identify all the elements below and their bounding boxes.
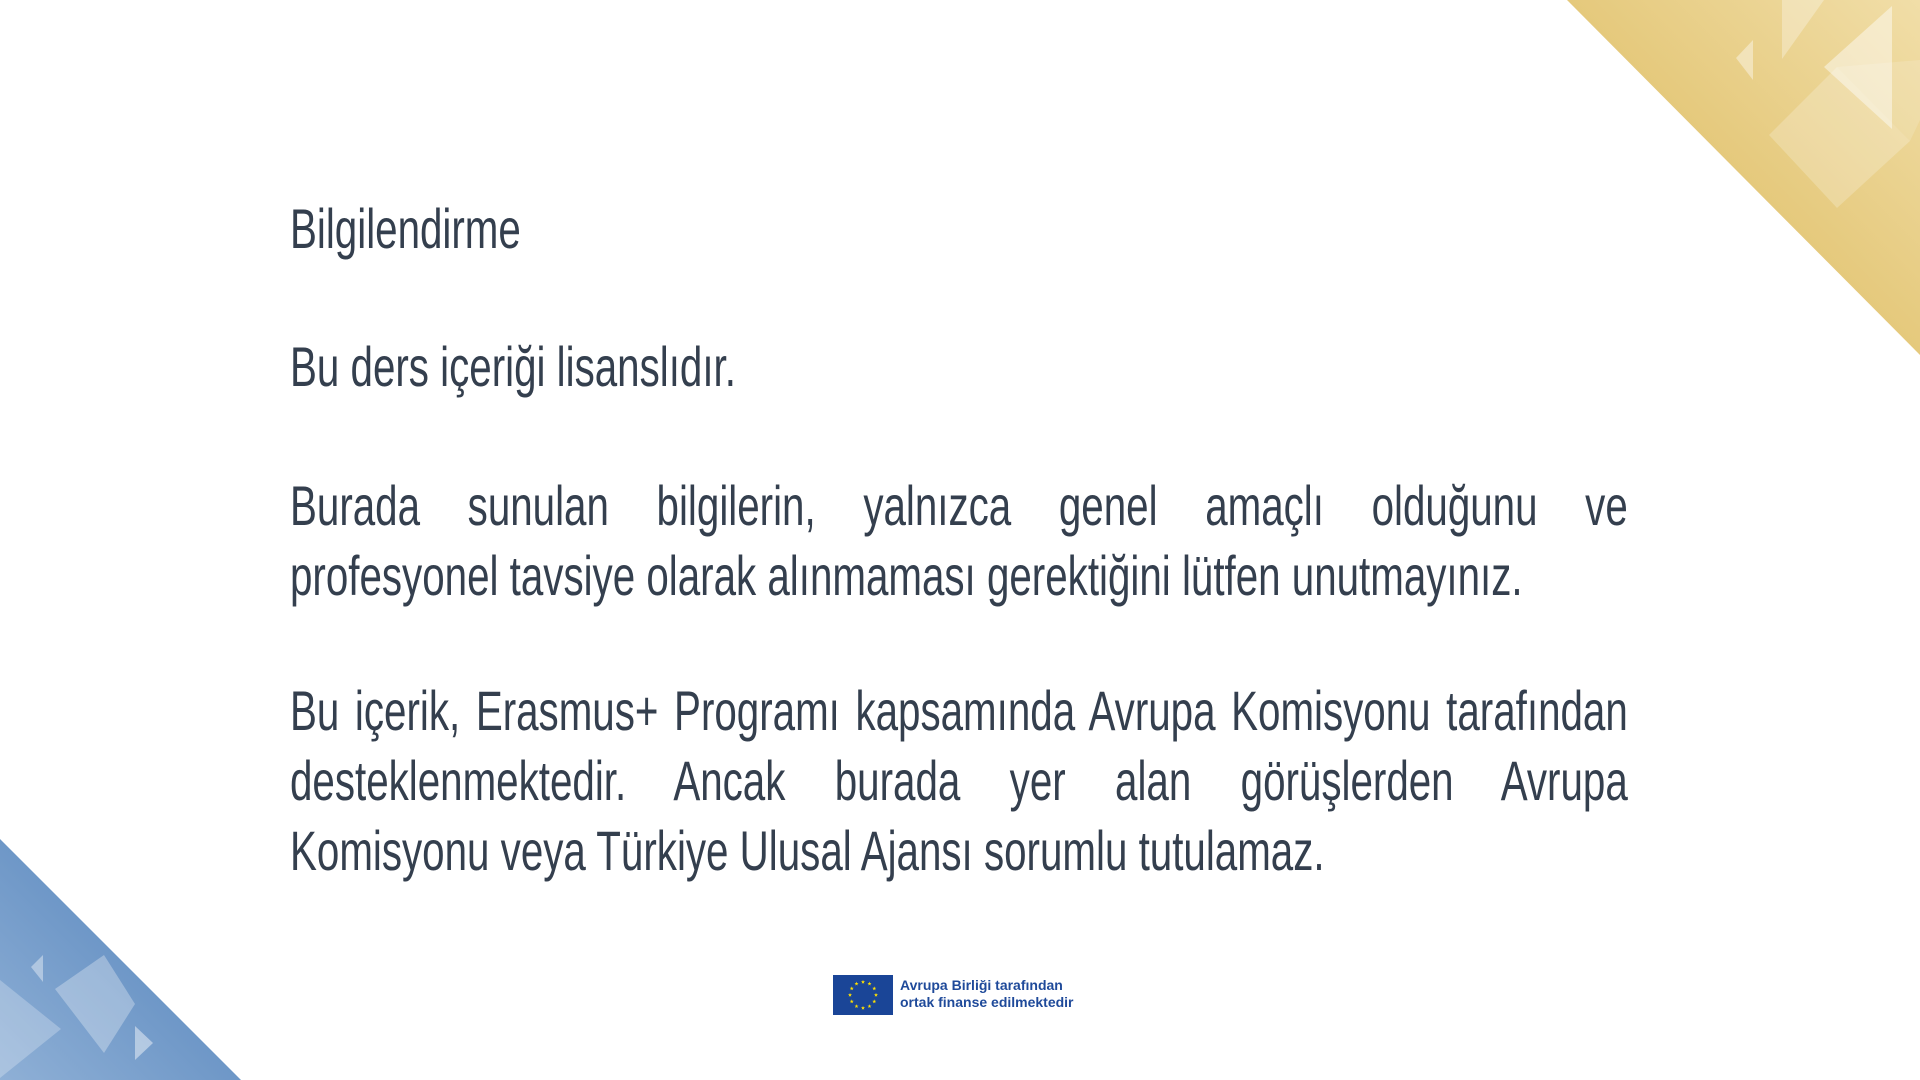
- disclaimer-paragraph: [290, 471, 1628, 611]
- eu-text-line1: Avrupa Birliği tarafından: [900, 977, 1063, 993]
- funding-paragraph: [290, 676, 1628, 886]
- eu-cofunding-text: [900, 977, 1074, 1011]
- eu-flag-icon: [833, 975, 893, 1015]
- blue-corner-decoration: [0, 839, 241, 1080]
- license-statement: Bu ders içeriği lisanslıdır.: [290, 335, 736, 398]
- eu-cofunding-logo: [833, 975, 1074, 1015]
- funding-line: desteklenmektedir. Ancak burada yer alan görüşlerden Avrupa: [290, 749, 1628, 812]
- funding-line: Komisyonu veya Türkiye Ulusal Ajansı sorumlu tutulamaz.: [290, 819, 1325, 882]
- notice-heading: Bilgilendirme: [290, 197, 521, 260]
- disclaimer-line: Burada sunulan bilgilerin, yalnızca genel amaçlı olduğunu ve: [290, 474, 1628, 537]
- eu-text-line2: ortak finanse edilmektedir: [900, 994, 1074, 1010]
- funding-line: Bu içerik, Erasmus+ Programı kapsamında Avrupa Komisyonu tarafından: [290, 679, 1628, 742]
- notice-text: [290, 194, 1628, 886]
- disclaimer-line: profesyonel tavsiye olarak alınmaması gerektiğini lütfen unutmayınız.: [290, 544, 1523, 607]
